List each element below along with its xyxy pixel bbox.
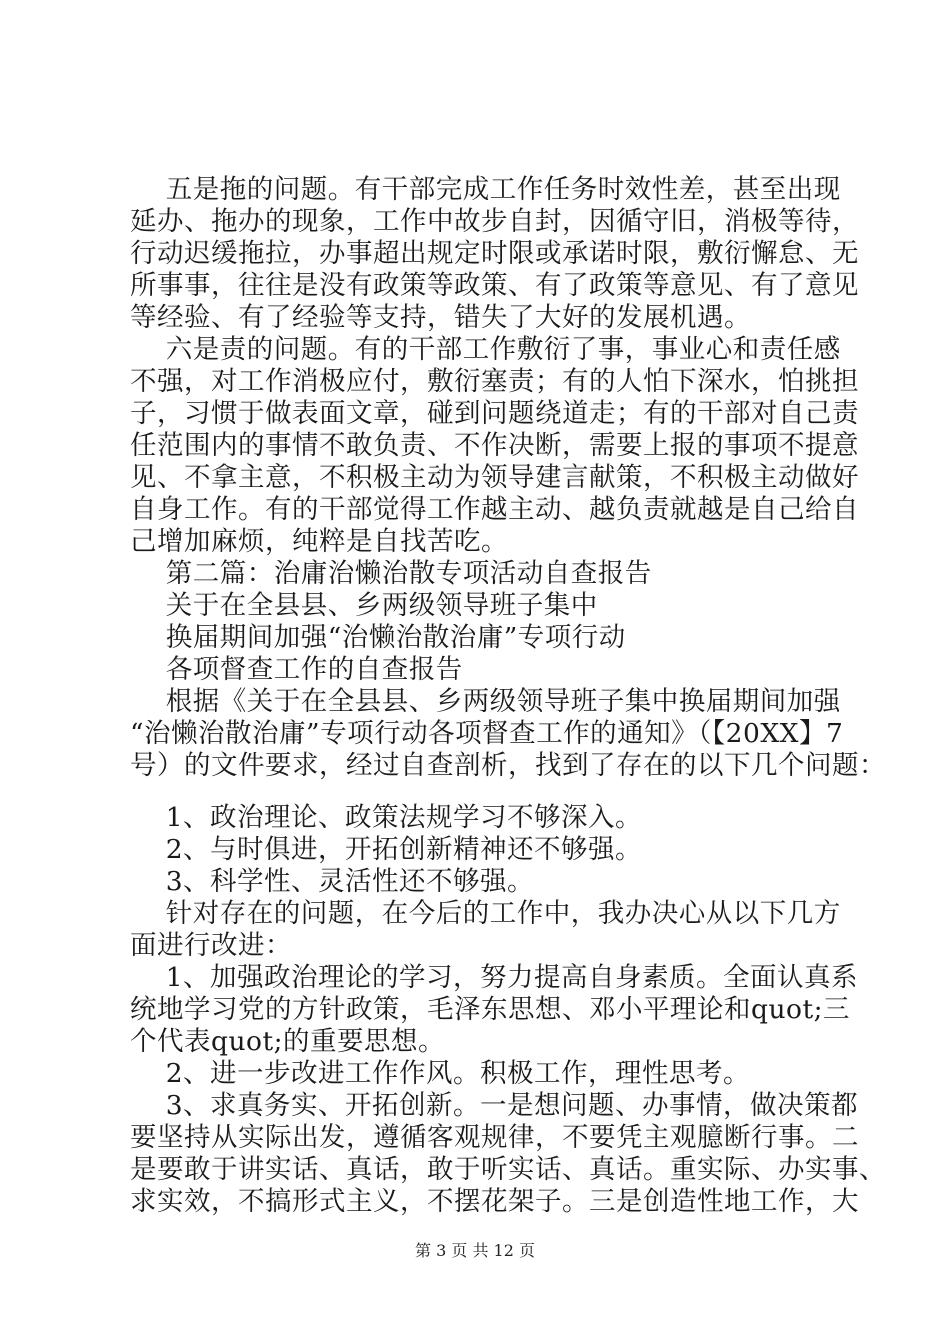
text-line: 延办、拖办的现象，工作中故步自封，因循守旧，消极等待， <box>130 206 859 237</box>
section-heading: 第二篇：治庸治懒治散专项活动自查报告 <box>130 558 652 589</box>
list-item: 1、政治理论、政策法规学习不够深入。 <box>130 802 643 833</box>
list-item: 2、与时俱进，开拓创新精神还不够强。 <box>130 834 643 865</box>
text-line: 自身工作。有的干部觉得工作越主动、越负责就越是自己给自 <box>130 494 859 525</box>
text-line: 五是拖的问题。有干部完成工作任务时效性差，甚至出现 <box>130 174 841 205</box>
text-line: 见、不拿主意，不积极主动为领导建言献策，不积极主动做好 <box>130 462 859 493</box>
text-line: “治懒治散治庸”专项行动各项督查工作的通知》（【20XX】7 <box>130 718 844 749</box>
text-line: 六是责的问题。有的干部工作敷衍了事，事业心和责任感 <box>130 334 841 365</box>
text-line: 要坚持从实际出发，遵循客观规律，不要凭主观臆断行事。二 <box>130 1122 859 1153</box>
text-line: 子，习惯于做表面文章，碰到问题绕道走；有的干部对自己责 <box>130 398 859 429</box>
text-line: 不强，对工作消极应付，敷衍塞责；有的人怕下深水，怕挑担 <box>130 366 859 397</box>
document-body <box>130 174 886 1218</box>
text-line: 统地学习党的方针政策，毛泽东思想、邓小平理论和quot;三 <box>130 994 851 1025</box>
report-title-line: 各项督查工作的自查报告 <box>130 654 463 685</box>
text-line: 号）的文件要求，经过自查剖析，找到了存在的以下几个问题： <box>130 750 886 781</box>
text-line: 任范围内的事情不敢负责、不作决断，需要上报的事项不提意 <box>130 430 859 461</box>
text-line: 根据《关于在全县县、乡两级领导班子集中换届期间加强 <box>130 686 841 717</box>
report-title-line: 换届期间加强“治懒治散治庸”专项行动 <box>130 622 626 653</box>
list-item: 2、进一步改进工作作风。积极工作，理性思考。 <box>130 1058 751 1089</box>
page-number-footer: 第 3 页 共 12 页 <box>415 1241 535 1260</box>
list-item: 3、求真务实、开拓创新。一是想问题、办事情，做决策都 <box>130 1090 859 1121</box>
text-line: 行动迟缓拖拉，办事超出规定时限或承诺时限，敷衍懈怠、无 <box>130 238 859 269</box>
text-line: 己增加麻烦，纯粹是自找苦吃。 <box>130 526 508 557</box>
text-line: 所事事，往往是没有政策等政策、有了政策等意见、有了意见 <box>130 270 859 301</box>
paragraph-gap <box>130 782 830 802</box>
text-line: 求实效，不搞形式主义，不摆花架子。三是创造性地工作，大 <box>130 1186 859 1217</box>
text-line: 等经验、有了经验等支持，错失了大好的发展机遇。 <box>130 302 751 333</box>
text-line: 是要敢于讲实话、真话，敢于听实话、真话。重实际、办实事、 <box>130 1154 886 1185</box>
text-line: 个代表quot;的重要思想。 <box>130 1026 446 1057</box>
text-line: 面进行改进： <box>130 930 292 961</box>
list-item: 3、科学性、灵活性还不够强。 <box>130 866 535 897</box>
report-title-line: 关于在全县县、乡两级领导班子集中 <box>130 590 598 621</box>
text-line: 针对存在的问题，在今后的工作中，我办决心从以下几方 <box>130 898 841 929</box>
list-item: 1、加强政治理论的学习，努力提高自身素质。全面认真系 <box>130 962 859 993</box>
